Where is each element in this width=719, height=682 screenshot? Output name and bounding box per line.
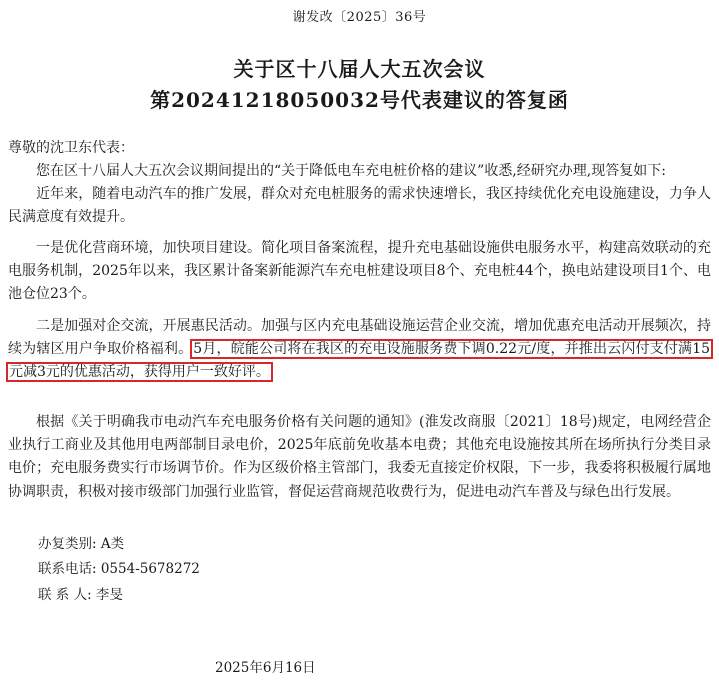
paragraph-acknowledgement [8, 160, 711, 183]
paragraph-text-lead: 二是加强对企交流，开展惠民活动。加强与区内充电基础设施运营企业交流，增加优惠充电活动开展频次，持续为辖区用户争取价格福利。 [8, 318, 711, 358]
highlighted-text-part-2: 元减3元的优惠活动，获得用户一致好评。 [9, 364, 270, 381]
paragraph-text: 一是优化营商环境，加快项目建设。简化项目备案流程，提升充电基础设施供电服务水平，构建高效联动的充电服务机制，2025年以来，我区累计备案新能源汽车充电桩建设项目8个、充电桩44个，换电站建设项目1个、电池仓位23个。 [8, 240, 711, 303]
paragraph-background [8, 183, 711, 229]
paragraph-text: 您在区十八届人大五次会议期间提出的“关于降低电车充电桩价格的建议”收悉,经研究办理,现答复如下: [36, 163, 666, 179]
paragraph-text: 近年来，随着电动汽车的推广发展，群众对充电桩服务的需求快速增长，我区持续优化充电设施建设，力争人民满意度有效提升。 [8, 186, 711, 226]
document-title-line-1: 关于区十八届人大五次会议 [233, 57, 486, 81]
paragraph-point-one [8, 237, 711, 307]
document-number: 谢发改〔2025〕36号 [292, 10, 427, 25]
highlighted-text-part-1: 5月，皖能公司将在我区的充电设施服务费下调0.22元/度，并推出云闪付支付满15 [193, 341, 711, 358]
paragraph-regulation [8, 411, 711, 504]
reply-category: 办复类别: A类 [38, 536, 125, 552]
contact-person: 联 系 人: 李旻 [38, 587, 123, 603]
paragraph-text [8, 315, 711, 385]
salutation: 尊敬的沈卫东代表： [8, 140, 134, 156]
document-date: 2025年6月16日 [215, 660, 316, 676]
paragraph-text: 根据《关于明确我市电动汽车充电服务价格有关问题的通知》(淮发改商服〔2021〕18号)规定，电网经营企业执行工商业及其他用电两部制目录电价，2025年底前免收基本电费；其他充电设施按其所在场所执行分类目录电价；充电服务费实行市场调节价。作为区级价格主管部门，我委无直接定价权限，下一步，我委将积极履行属地协调职责，积极对接市级部门加强行业监管，督促运营商规范收费行为，促进电动汽车普及与绿色出行发展。 [8, 414, 711, 500]
paragraph-point-two [8, 315, 711, 385]
contact-phone: 联系电话: 0554-5678272 [38, 561, 200, 577]
document-title-line-2: 第20241218050032号代表建议的答复函 [150, 88, 569, 112]
